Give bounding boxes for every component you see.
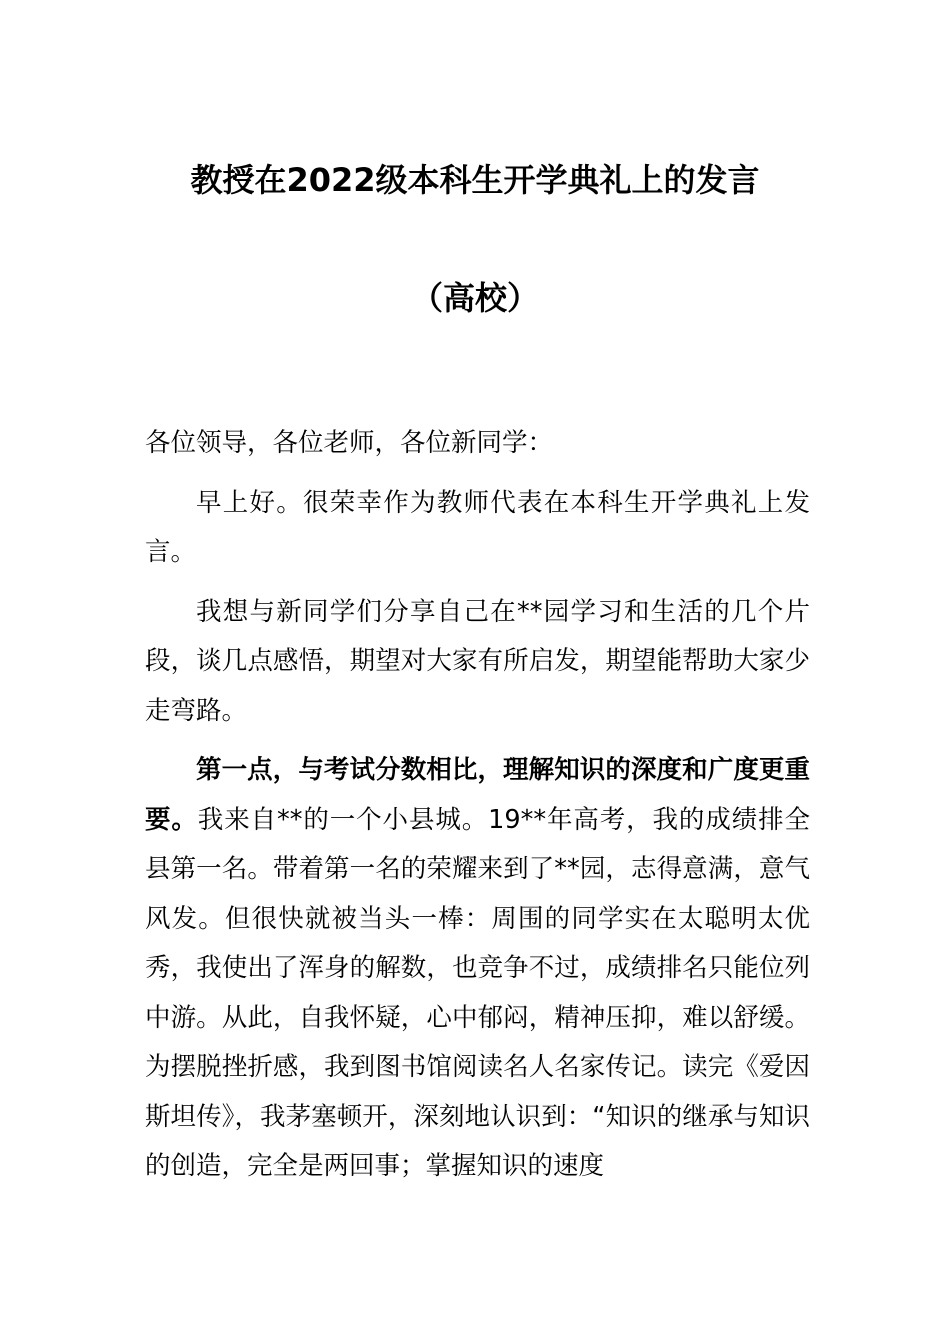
point-one-heading: 第一点，与考试分数相比，理解知识的深度和广度更重要。 [145,755,810,835]
point-one-text: 我来自**的一个小县城。19**年高考，我的成绩排全县第一名。带着第一名的荣耀来到了**园，志得意满，意气风发。但很快就被当头一棒：周围的同学实在太聪明太优秀，我使出了浑身的解数，也竞争不过，成绩排名只能位列中游。从此，自我怀疑，心中郁闷，精神压抑，难以舒缓。为摆脱挫折感，我到图书馆阅读名人名家传记。读完《爱因斯坦传》，我茅塞顿开，深刻地认识到：“知识的继承与知识的创造，完全是两回事；掌握知识的速度 [145,804,810,1181]
paragraph-greeting: 早上好。很荣幸作为教师代表在本科生开学典礼上发言。 [145,487,810,567]
document-subtitle: （高校） [410,279,539,317]
document-body [145,419,810,1202]
document-title: 教授在2022级本科生开学典礼上的发言 [190,161,760,199]
salutation: 各位领导，各位老师，各位新同学： [145,428,554,458]
paragraph-intro: 我想与新同学们分享自己在**园学习和生活的几个片段，谈几点感悟，期望对大家有所启发，期望能帮助大家少走弯路。 [145,596,810,726]
paragraph-point-one [145,746,810,1192]
